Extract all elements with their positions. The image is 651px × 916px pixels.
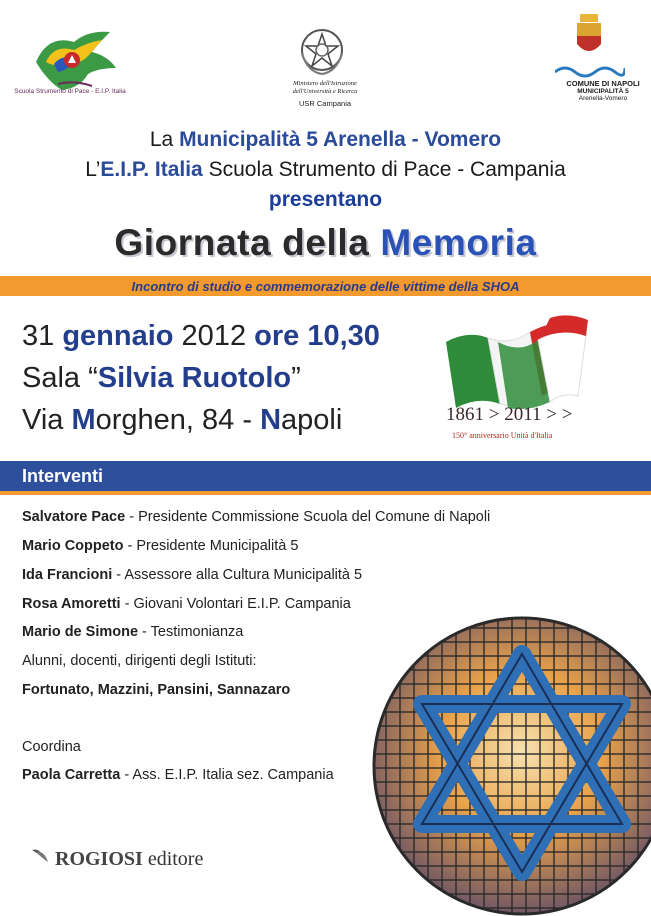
speaker-line: Ida Francioni - Assessore alla Cultura Municipalità 5 [22,567,363,583]
anniversary-years: 1861 > 2011 > > [446,404,573,425]
subtitle-text: Incontro di studio e commemorazione delle vittime della SHOA [131,279,520,294]
section-title: Interventi [22,466,104,486]
event-date: 31 gennaio 2012 ore 10,30 [22,320,380,352]
event-place: Sala “Silvia Ruotolo” [22,362,301,394]
coordina-label: Coordina [22,739,81,755]
event-address: Via Morghen, 84 - Napoli [22,404,343,436]
anniversary-caption: 150° anniversario Unità d'Italia [452,431,553,440]
page-title: Giornata della Memoria [114,222,537,263]
speaker-line: Salvatore Pace - Presidente Commissione Scuola del Comune di Napoli [22,509,491,525]
header-line-2: L’E.I.P. Italia Scuola Strumento di Pace - Campania [85,158,566,181]
header-line-1: La Municipalità 5 Arenella - Vomero [149,128,502,151]
waves-icon [555,64,625,78]
presentano: presentano [268,188,383,211]
speaker-line: Mario de Simone - Testimonianza [22,624,244,640]
coordinator-line: Paola Carretta - Ass. E.I.P. Italia sez. Campania [22,767,334,783]
speaker-line: Mario Coppeto - Presidente Municipalità 5 [22,538,299,554]
star-of-david-icon [372,614,651,916]
italian-flag-icon [438,312,590,410]
publisher-name: ROGIOSI editore [55,848,204,870]
napoli-caption: COMUNE DI NAPOLI MUNICIPALITÀ 5 Arenella-Vomero [566,79,640,102]
usr-caption: USR Campania [298,99,352,108]
schools-line: Fortunato, Mazzini, Pansini, Sannazaro [22,682,291,698]
speaker-line: Rosa Amoretti - Giovani Volontari E.I.P. Campania [22,596,351,612]
ministry-caption: Ministero dell'Istruzione dell'Università e Ricerca [292,80,358,95]
publisher-logo-icon [30,846,50,866]
students-line: Alunni, docenti, dirigenti degli Istituti: [22,653,257,669]
left-logo-caption: Scuola Strumento di Pace - E.I.P. Italia [14,88,126,95]
italian-emblem-icon [294,24,350,78]
napoli-crest-icon [574,14,604,58]
